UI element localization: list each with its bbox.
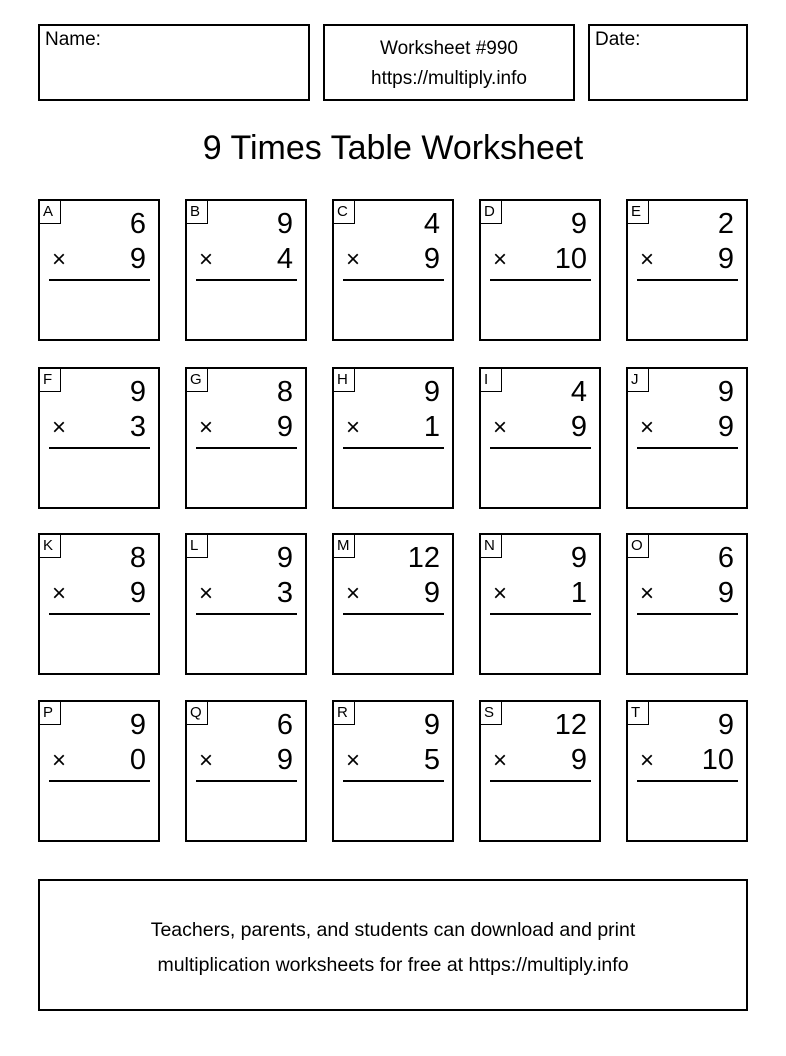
problem-card[interactable] — [626, 367, 748, 509]
problem-letter: D — [481, 201, 502, 224]
problem-letter: R — [334, 702, 355, 725]
multiply-sign: × — [493, 747, 508, 774]
name-label: Name: — [45, 29, 101, 50]
multiplicand: 9 — [129, 709, 146, 741]
multiply-sign: × — [493, 580, 508, 607]
answer-line — [637, 447, 738, 449]
multiplicand: 9 — [423, 709, 440, 741]
answer-line — [49, 279, 150, 281]
page-title: 9 Times Table Worksheet — [202, 129, 584, 167]
problem-letter: G — [187, 369, 208, 392]
multiplier: 9 — [276, 411, 293, 443]
answer-line — [343, 780, 444, 782]
problem-letter: C — [334, 201, 355, 224]
answer-line — [196, 780, 297, 782]
problem-card[interactable] — [38, 533, 160, 675]
multiplicand: 4 — [423, 208, 440, 240]
multiplier: 9 — [717, 577, 734, 609]
problem-letter: E — [628, 201, 649, 224]
multiplier: 9 — [570, 411, 587, 443]
multiplicand: 4 — [570, 376, 587, 408]
problem-letter: I — [481, 369, 502, 392]
multiplicand: 6 — [276, 709, 293, 741]
multiplier: 3 — [129, 411, 146, 443]
problem-card[interactable] — [626, 533, 748, 675]
problem-card[interactable] — [332, 700, 454, 842]
multiply-sign: × — [199, 246, 214, 273]
answer-line — [637, 780, 738, 782]
answer-line — [490, 613, 591, 615]
answer-line — [343, 279, 444, 281]
problem-letter: H — [334, 369, 355, 392]
multiplier: 9 — [423, 243, 440, 275]
multiply-sign: × — [493, 246, 508, 273]
problem-letter: L — [187, 535, 208, 558]
name-field[interactable] — [38, 24, 310, 101]
problem-card[interactable] — [185, 700, 307, 842]
multiplicand: 12 — [407, 542, 440, 574]
answer-line — [637, 279, 738, 281]
multiplier: 9 — [129, 243, 146, 275]
multiply-sign: × — [199, 414, 214, 441]
multiplier: 0 — [129, 744, 146, 776]
answer-line — [196, 279, 297, 281]
problem-card[interactable] — [626, 700, 748, 842]
multiplier: 9 — [129, 577, 146, 609]
problem-card[interactable] — [332, 199, 454, 341]
multiply-sign: × — [640, 747, 655, 774]
problem-letter: S — [481, 702, 502, 725]
multiplier: 10 — [554, 243, 587, 275]
answer-line — [343, 613, 444, 615]
multiplier: 5 — [423, 744, 440, 776]
date-field[interactable] — [588, 24, 748, 101]
problem-card[interactable] — [185, 367, 307, 509]
multiplicand: 9 — [570, 208, 587, 240]
problem-card[interactable] — [185, 533, 307, 675]
multiply-sign: × — [199, 580, 214, 607]
worksheet-info-box — [323, 24, 575, 101]
multiplicand: 9 — [423, 376, 440, 408]
multiply-sign: × — [52, 246, 67, 273]
problem-card[interactable] — [38, 700, 160, 842]
answer-line — [49, 613, 150, 615]
answer-line — [196, 447, 297, 449]
problem-letter: A — [40, 201, 61, 224]
multiplicand: 6 — [717, 542, 734, 574]
multiplicand: 9 — [717, 376, 734, 408]
multiply-sign: × — [346, 747, 361, 774]
multiplicand: 8 — [129, 542, 146, 574]
problem-letter: F — [40, 369, 61, 392]
multiply-sign: × — [52, 747, 67, 774]
multiplicand: 9 — [717, 709, 734, 741]
multiply-sign: × — [640, 580, 655, 607]
problem-letter: B — [187, 201, 208, 224]
multiply-sign: × — [346, 580, 361, 607]
multiplicand: 9 — [570, 542, 587, 574]
multiplicand: 8 — [276, 376, 293, 408]
multiplier: 9 — [570, 744, 587, 776]
problem-card[interactable] — [332, 533, 454, 675]
problem-letter: P — [40, 702, 61, 725]
problem-card[interactable] — [479, 367, 601, 509]
worksheet-number: Worksheet #990 — [379, 38, 518, 59]
multiplier: 4 — [276, 243, 293, 275]
problem-card[interactable] — [185, 199, 307, 341]
problem-card[interactable] — [38, 199, 160, 341]
footer-line-1: Teachers, parents, and students can download and print — [150, 919, 636, 941]
problem-letter: N — [481, 535, 502, 558]
multiplicand: 9 — [276, 208, 293, 240]
problem-letter: M — [334, 535, 355, 558]
multiplicand: 9 — [129, 376, 146, 408]
multiplier: 9 — [276, 744, 293, 776]
multiply-sign: × — [52, 414, 67, 441]
multiplicand: 9 — [276, 542, 293, 574]
multiplier: 1 — [423, 411, 440, 443]
answer-line — [490, 447, 591, 449]
problem-card[interactable] — [626, 199, 748, 341]
multiplicand: 12 — [554, 709, 587, 741]
footer-box — [38, 879, 748, 1011]
problem-card[interactable] — [479, 700, 601, 842]
multiplier: 1 — [570, 577, 587, 609]
footer-line-2: multiplication worksheets for free at https://multiply.info — [157, 954, 629, 976]
answer-line — [49, 780, 150, 782]
multiply-sign: × — [640, 414, 655, 441]
answer-line — [490, 279, 591, 281]
multiply-sign: × — [346, 246, 361, 273]
answer-line — [49, 447, 150, 449]
answer-line — [490, 780, 591, 782]
answer-line — [637, 613, 738, 615]
multiplier: 9 — [423, 577, 440, 609]
answer-line — [196, 613, 297, 615]
problem-card[interactable] — [38, 367, 160, 509]
multiply-sign: × — [52, 580, 67, 607]
multiplicand: 2 — [717, 208, 734, 240]
problem-letter: Q — [187, 702, 208, 725]
multiplicand: 6 — [129, 208, 146, 240]
multiply-sign: × — [199, 747, 214, 774]
multiply-sign: × — [493, 414, 508, 441]
worksheet-url: https://multiply.info — [371, 68, 527, 89]
problem-letter: O — [628, 535, 649, 558]
problem-letter: K — [40, 535, 61, 558]
problem-letter: T — [628, 702, 649, 725]
multiplier: 3 — [276, 577, 293, 609]
answer-line — [343, 447, 444, 449]
problem-card[interactable] — [479, 533, 601, 675]
multiplier: 9 — [717, 411, 734, 443]
problem-card[interactable] — [332, 367, 454, 509]
problem-grid — [38, 199, 750, 844]
multiply-sign: × — [640, 246, 655, 273]
date-label: Date: — [595, 29, 641, 50]
multiply-sign: × — [346, 414, 361, 441]
problem-card[interactable] — [479, 199, 601, 341]
problem-letter: J — [628, 369, 649, 392]
multiplier: 10 — [701, 744, 734, 776]
multiplier: 9 — [717, 243, 734, 275]
